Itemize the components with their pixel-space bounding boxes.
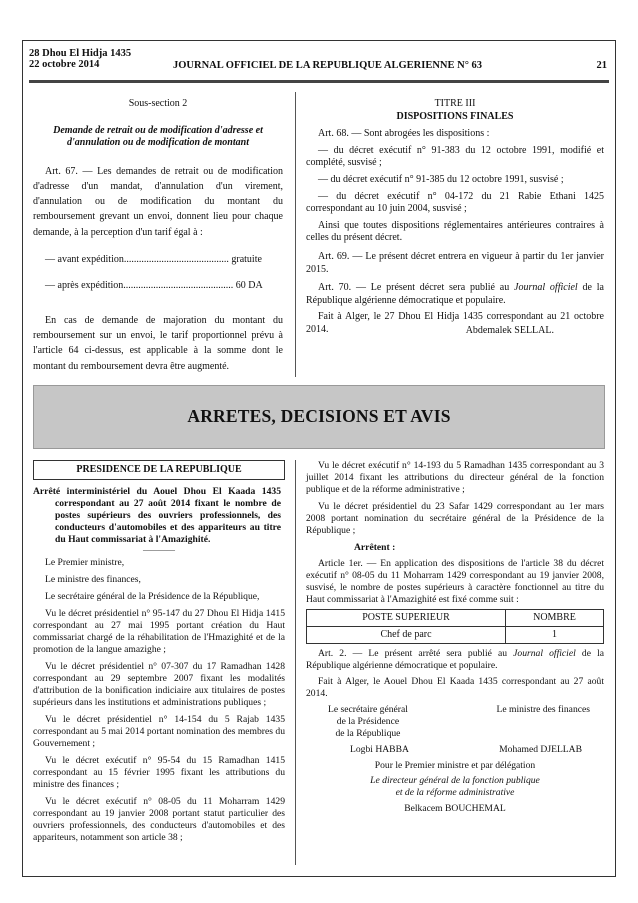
article-69: Art. 69. — Le présent décret entrera en vigueur à partir du 1er janvier 2015. [306,250,604,275]
article-2 [306,648,604,672]
table-header-row [307,610,604,627]
column-divider-top [295,92,296,377]
signature-secretaire [328,704,408,740]
name-bouchemal: Belkacem BOUCHEMAL [404,803,506,814]
column-divider-bottom [295,460,296,865]
table-header-nombre: NOMBRE [505,610,603,627]
dg-title-line2: et de la réforme administrative [395,787,515,798]
table-header-poste: POSTE SUPERIEUR [307,610,506,627]
visa-ministre-finances: Le ministre des finances, [45,574,141,585]
presidence-box: PRESIDENCE DE LA REPUBLIQUE [33,460,285,480]
header-rule [29,80,609,83]
article-70 [306,282,604,307]
visa-decret-14-154: Vu le décret présidentiel n° 14-154 du 5 Rajab 1435 correspondant au 5 mai 2014 portant nomination des membres du Gouvernement ; [33,714,285,749]
header-date-greg: 22 octobre 2014 [29,59,100,70]
visa-decret-07-307: Vu le décret présidentiel n° 07-307 du 17 Ramadhan 1428 correspondant au 29 septembre 2007 fixant les modalités d'attribution de la bonification indiciaire aux titulaires de postes supérieurs dans les institutions et administrations publiques ; [33,661,285,708]
article-1: Article 1er. — En application des dispositions de l'article 38 du décret exécutif n° 08-05 du 11 Moharram 1429 correspondant au 19 janvier 2008, susvisé, le nombre de postes supérieurs à caractère fonctionnel au titre du Haut commissariat à l'Amazighité est fixé comme suit : [306,558,604,605]
arrete-title: Arrêté interministériel du Aouel Dhou El Kaada 1435 correspondant au 27 août 2014 fixant le nombre de postes supérieurs des ouvriers professionnels, des conducteurs d'automobiles et des appariteurs au titre du Haut commissariat à l'Amazighité. [33,486,281,545]
article-2-text-a: Art. 2. — Le présent arrêté sera publié au [318,648,514,659]
majoration-paragraph: En cas de demande de majoration du montant du remboursement sur un envoi, le tarif proportionnel prévu à l'article 64 ci-dessus, est applicable à la somme dont le montant du remboursement devra être augmenté. [33,314,283,372]
tariff-item-after: — après expédition............................................ 60 DA [45,280,263,292]
top-right-column [306,98,604,337]
bottom-left-column [33,460,285,844]
abrogation-3: — du décret exécutif n° 04-172 du 21 Rabie Ethani 1425 correspondant au 10 juin 2004, susvisé ; [306,190,604,215]
signature-secretaire-line2: de la Présidence [336,716,400,727]
section-heading: Demande de retrait ou de modification d'adresse et d'annulation ou de modification de montant [53,124,263,149]
abrogation-4: Ainsi que toutes dispositions réglementaires antérieures contraires à celles du présent décret. [306,219,604,244]
dispositions-title: DISPOSITIONS FINALES [396,110,514,122]
article-67: Art. 67. — Les demandes de retrait ou de modification d'adresse d'un mandat, d'annulation d'un virement, d'annulation ou de modification du montant du remboursement grevant un envoi, donnent lieu pour chaque demande, à la perception d'un tarif égal à : [33,165,283,238]
header-date-hijri: 28 Dhou El Hidja 1435 [29,48,132,59]
dg-title-line1: Le directeur général de la fonction publique [370,775,540,786]
tariff-item-before: — avant expédition.......................................... gratuite [45,253,262,265]
title-dash: ———— [143,545,175,554]
abrogation-2: — du décret exécutif n° 91-385 du 12 octobre 1991, susvisé ; [318,173,564,185]
article-2-journal: Journal officiel [513,648,576,659]
fait-a-alger-arrete: Fait à Alger, le Aouel Dhou El Kaada 1435 correspondant au 27 août 2014. [306,676,604,699]
signature-secretaire-line1: Le secrétaire général [328,704,408,715]
fait-a-alger: Fait à Alger, le 27 Dhou El Hidja 1435 correspondant au 21 octobre 2014. [306,311,604,335]
visa-decret-2008: Vu le décret présidentiel du 23 Safar 1429 correspondant au 1er mars 2008 portant nomination du secrétaire général de la Présidence de la République ; [306,501,604,536]
name-habba: Logbi HABBA [350,744,409,755]
table-cell-poste: Chef de parc [307,627,506,644]
page-number: 21 [596,60,607,71]
banner-title: ARRETES, DECISIONS ET AVIS [187,406,451,426]
postes-table [306,609,604,644]
article-70-journal: Journal officiel [514,282,578,294]
top-left-column [33,98,283,374]
arretent-label: Arrêtent : [354,542,396,553]
abrogation-1: — du décret exécutif n° 91-383 du 12 octobre 1991, modifié et complété, susvisé ; [306,144,604,169]
article-2-text-b: de la République algérienne démocratique et populaire. [306,648,604,671]
visa-premier-ministre: Le Premier ministre, [45,557,125,568]
visa-secretaire-general: Le secrétaire général de la Présidence de la République, [45,591,260,602]
bottom-right-column [306,460,604,815]
titre-label: TITRE III [434,98,476,109]
signature-ministre-line1: Le ministre des finances [496,704,590,715]
article-70-text-b: de la République algérienne démocratique et populaire. [306,282,604,306]
name-djellab: Mohamed DJELLAB [499,744,582,755]
header-date [29,48,131,70]
article-70-text-a: Art. 70. — Le présent décret sera publié au [318,282,515,294]
signatory-names [306,744,604,756]
journal-title: JOURNAL OFFICIEL DE LA REPUBLIQUE ALGERIENNE N° 63 [173,60,483,71]
signature-ministre [496,704,590,740]
section-banner [33,385,605,449]
page-header [29,48,609,76]
table-row [307,627,604,644]
visa-decret-14-193: Vu le décret exécutif n° 14-193 du 5 Ramadhan 1435 correspondant au 3 juillet 2014 fixant les attributions du directeur général de la fonction publique et de la réforme administrative ; [306,460,604,495]
signature-secretaire-line3: de la République [335,728,401,739]
visa-decret-95-54: Vu le décret exécutif n° 95-54 du 15 Ramadhan 1415 correspondant au 15 février 1995 fixant les attributions du ministre des finances ; [33,755,285,790]
visa-decret-08-05: Vu le décret exécutif n° 08-05 du 11 Moharram 1429 correspondant au 19 janvier 2008 portant statut particulier des ouvriers professionnels, des conducteurs d'automobiles et des appariteurs, notamment son article 38 ; [33,796,285,843]
subsection-title: Sous-section 2 [128,98,188,109]
signatures-row [306,704,604,740]
delegation-line: Pour le Premier ministre et par délégation [374,760,536,771]
visa-decret-95-147: Vu le décret présidentiel n° 95-147 du 27 Dhou El Hidja 1415 correspondant au 27 mai 1995 portant création du Haut commissariat chargé de la réhabilitation de l'Hmazighité et de la promotion de la langue amazighe ; [33,608,285,655]
signer-name: Abdemalek SELLAL. [465,324,554,336]
article-68: Art. 68. — Sont abrogées les dispositions : [318,128,490,140]
table-cell-nombre: 1 [505,627,603,644]
